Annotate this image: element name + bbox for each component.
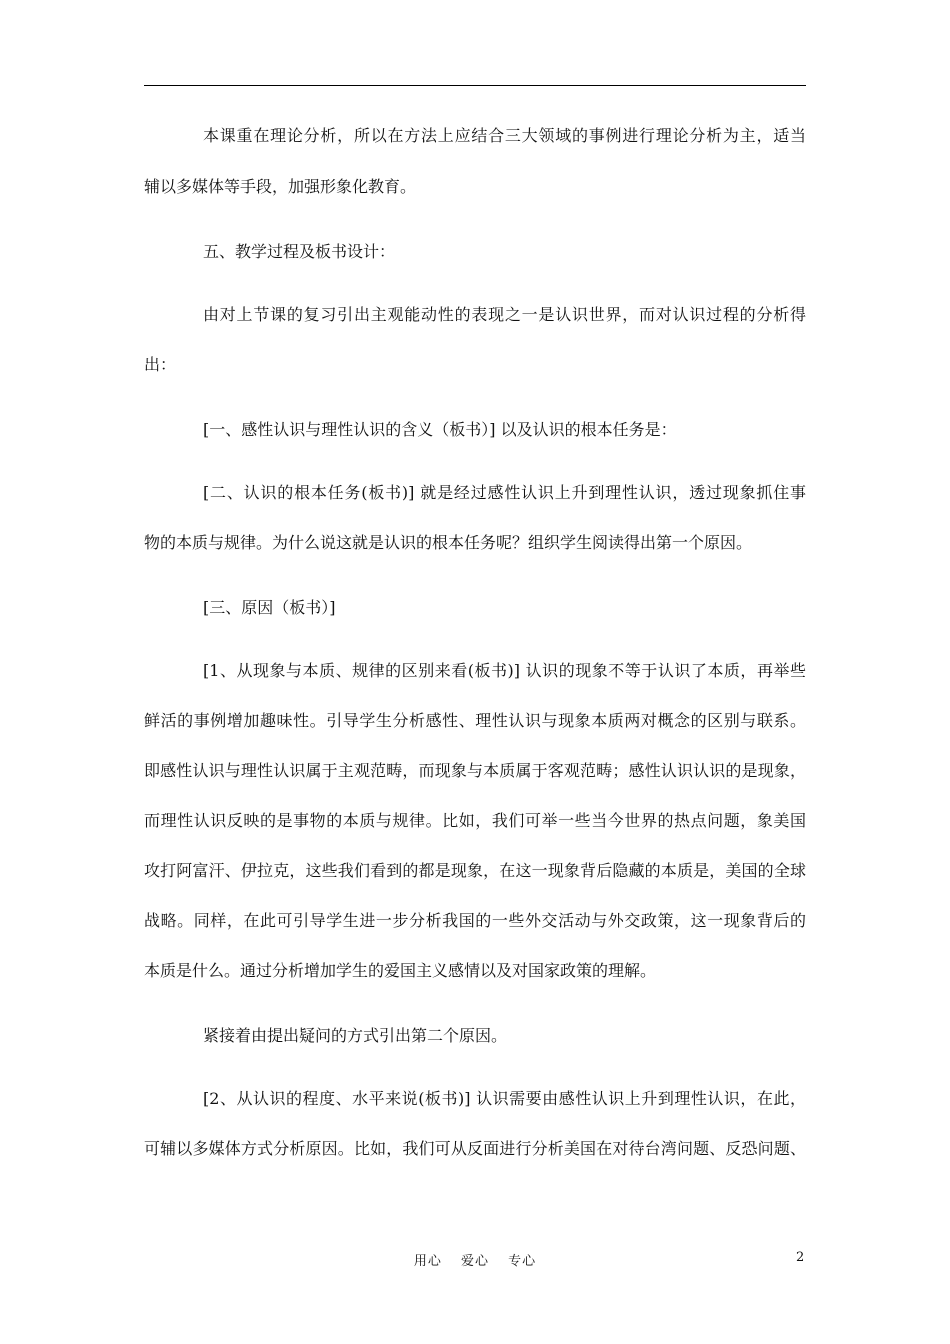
header-rule	[144, 85, 806, 86]
paragraph-5-line-1: [二、认识的根本任务(板书)] 就是经过感性认识上升到理性认识，透过现象抓住事	[203, 483, 806, 502]
paragraph-7-line-2: 鲜活的事例增加趣味性。引导学生分析感性、理性认识与现象本质两对概念的区别与联系。	[144, 711, 806, 730]
paragraph-3-line-2: 出：	[144, 355, 177, 374]
paragraph-1-line-1: 本课重在理论分析，所以在方法上应结合三大领域的事例进行理论分析为主，适当	[203, 126, 806, 145]
paragraph-7-line-4: 而理性认识反映的是事物的本质与规律。比如，我们可举一些当今世界的热点问题，象美国	[144, 811, 806, 830]
paragraph-7-line-5: 攻打阿富汗、伊拉克，这些我们看到的都是现象，在这一现象背后隐藏的本质是，美国的全球	[144, 861, 806, 880]
paragraph-3-line-1: 由对上节课的复习引出主观能动性的表现之一是认识世界，而对认识过程的分析得	[203, 305, 806, 324]
paragraph-9-line-2: 可辅以多媒体方式分析原因。比如，我们可从反面进行分析美国在对待台湾问题、反恐问题、	[144, 1139, 806, 1158]
paragraph-8-line-1: 紧接着由提出疑问的方式引出第二个原因。	[203, 1026, 508, 1045]
paragraph-5-line-2: 物的本质与规律。为什么说这就是认识的根本任务呢？组织学生阅读得出第一个原因。	[144, 533, 753, 552]
footer-motto: 用心 爱心 专心	[413, 1254, 537, 1269]
paragraph-6-line-1: [三、原因（板书）]	[203, 598, 336, 617]
paragraph-9-line-1: [2、从认识的程度、水平来说(板书)] 认识需要由感性认识上升到理性认识，在此，	[203, 1089, 806, 1108]
paragraph-7-line-7: 本质是什么。通过分析增加学生的爱国主义感情以及对国家政策的理解。	[144, 961, 657, 980]
paragraph-1-line-2: 辅以多媒体等手段，加强形象化教育。	[144, 177, 417, 196]
paragraph-7-line-3: 即感性认识与理性认识属于主观范畴，而现象与本质属于客观范畴；感性认识认识的是现象，	[144, 761, 806, 780]
page-number: 2	[796, 1250, 805, 1265]
paragraph-4-line-1: [一、感性认识与理性认识的含义（板书）] 以及认识的根本任务是：	[203, 420, 677, 439]
section-heading-5: 五、教学过程及板书设计：	[203, 242, 396, 261]
paragraph-7-line-1: [1、从现象与本质、规律的区别来看(板书)] 认识的现象不等于认识了本质，再举些	[203, 661, 806, 680]
paragraph-7-line-6: 战略。同样，在此可引导学生进一步分析我国的一些外交活动与外交政策，这一现象背后的	[144, 911, 806, 930]
